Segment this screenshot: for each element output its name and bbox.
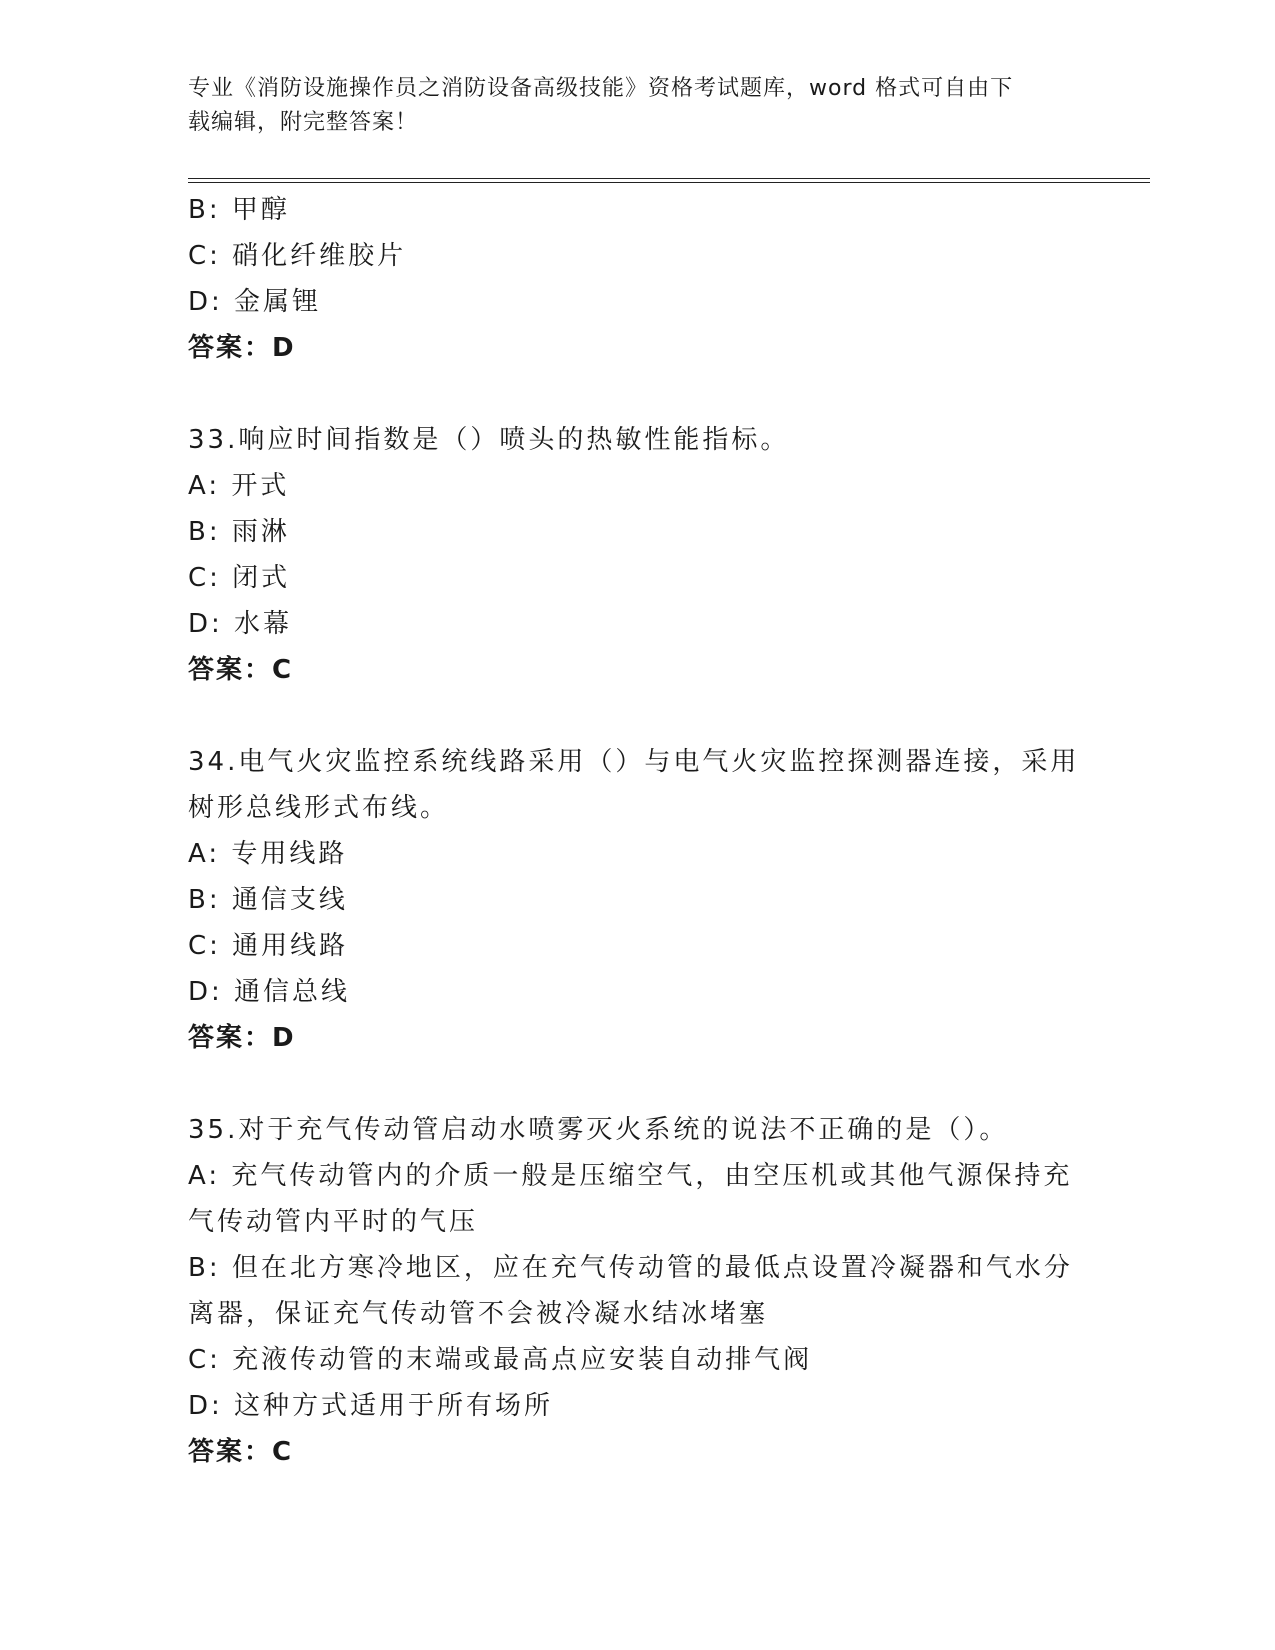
option-c: C: 通用线路 — [188, 931, 349, 961]
header-line-2: 载编辑，附完整答案！ — [188, 110, 419, 135]
option-d: D: 金属锂 — [188, 287, 322, 317]
question-33 — [188, 417, 1068, 693]
question-35 — [188, 1107, 1073, 1475]
option-c: C: 硝化纤维胶片 — [188, 241, 407, 271]
option-d: D: 通信总线 — [188, 977, 351, 1007]
answer-label: 答案：D — [188, 333, 296, 363]
question-list — [188, 187, 1080, 1475]
option-b: B: 通信支线 — [188, 885, 348, 915]
option-b-line-1: B: 但在北方寒冷地区，应在充气传动管的最低点设置冷凝器和气水分 — [188, 1253, 1073, 1283]
option-c: C: 充液传动管的末端或最高点应安装自动排气阀 — [188, 1345, 813, 1375]
question-stem: 33.响应时间指数是（）喷头的热敏性能指标。 — [188, 425, 790, 455]
question-stem-line-1: 34.电气火灾监控系统线路采用（）与电气火灾监控探测器连接，采用 — [188, 747, 1080, 777]
document-header — [188, 72, 1088, 140]
answer-label: 答案：D — [188, 1023, 296, 1053]
option-a-line-2: 气传动管内平时的气压 — [188, 1207, 479, 1237]
option-c: C: 闭式 — [188, 563, 291, 593]
option-b: B: 甲醇 — [188, 195, 290, 225]
question-34 — [188, 739, 1080, 1061]
header-divider — [188, 178, 1150, 183]
option-d: D: 这种方式适用于所有场所 — [188, 1391, 554, 1421]
option-a-line-1: A: 充气传动管内的介质一般是压缩空气，由空压机或其他气源保持充 — [188, 1161, 1073, 1191]
option-b-line-2: 离器，保证充气传动管不会被冷凝水结冰堵塞 — [188, 1299, 769, 1329]
header-line-1: 专业《消防设施操作员之消防设备高级技能》资格考试题库，word 格式可自由下 — [188, 76, 1014, 101]
question-stem-line-2: 树形总线形式布线。 — [188, 793, 450, 823]
answer-label: 答案：C — [188, 1437, 294, 1467]
option-b: B: 雨淋 — [188, 517, 290, 547]
option-d: D: 水幕 — [188, 609, 293, 639]
option-a: A: 专用线路 — [188, 839, 348, 869]
question-stem: 35.对于充气传动管启动水喷雾灭火系统的说法不正确的是（）。 — [188, 1115, 1009, 1145]
question-32-tail — [188, 187, 1068, 371]
option-a: A: 开式 — [188, 471, 290, 501]
answer-label: 答案：C — [188, 655, 294, 685]
